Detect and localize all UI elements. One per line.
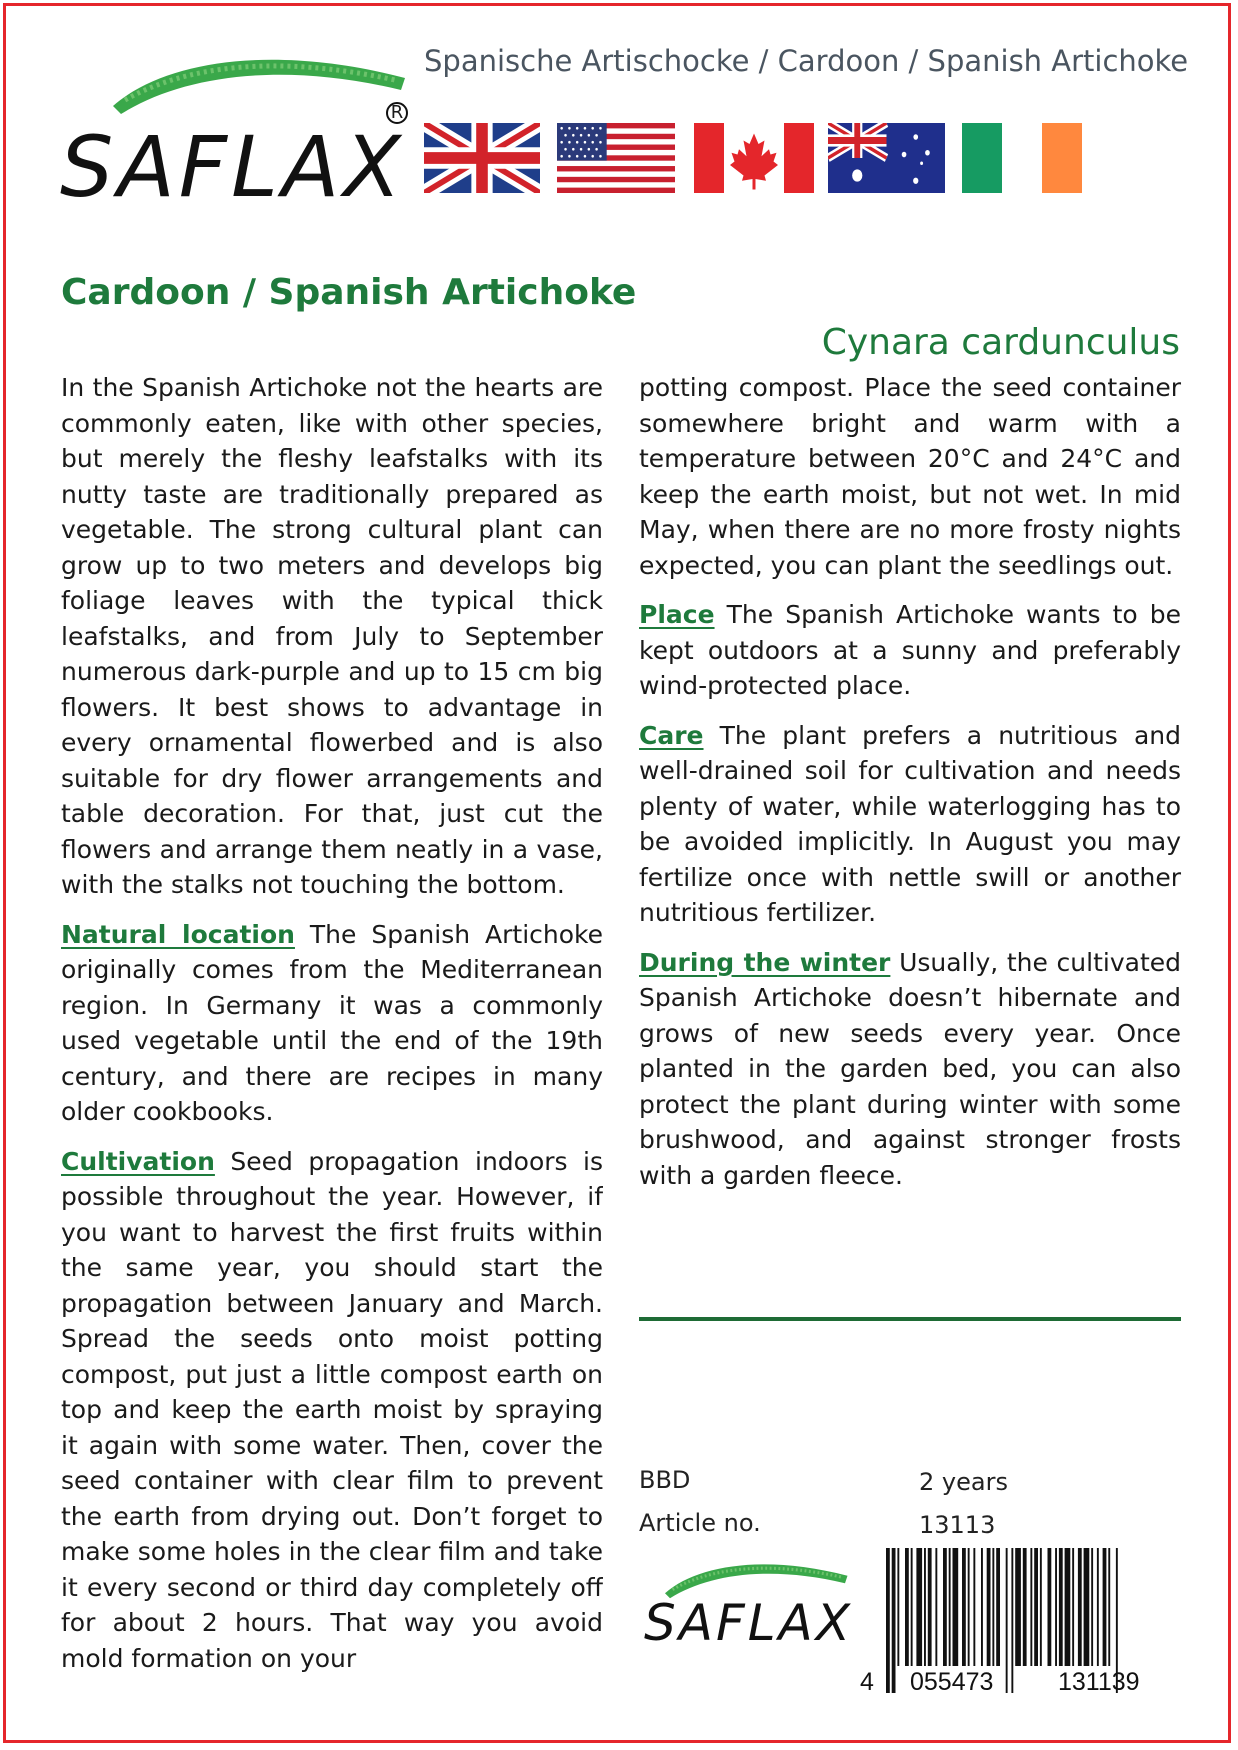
ireland-flag-icon [962, 123, 1082, 193]
barcode-bar [1097, 1548, 1099, 1666]
saflax-logo [60, 40, 420, 216]
page-title: Spanische Artischocke / Cardoon / Spanish Artichoke [424, 44, 1189, 78]
barcode-bar [1034, 1548, 1038, 1666]
barcode-bar [1065, 1548, 1071, 1666]
cultivation-continued: potting compost. Place the seed container somewhere bright and warm with a temperature between 20°C and 24°C and keep the earth moist, but not wet. In mid May, when there are no more frosty nights expected, you can plant the seedlings out. [639, 373, 1181, 580]
barcode-bar [1072, 1548, 1074, 1666]
cultivation-paragraph [61, 1144, 603, 1677]
barcode-bar [1091, 1548, 1093, 1666]
registered-mark: R [386, 102, 408, 124]
canada-flag-icon [694, 123, 814, 193]
winter-paragraph [639, 945, 1181, 1194]
intro-paragraph: In the Spanish Artichoke not the hearts are commonly eaten, like with other species, but merely the fleshy leafstalks with its nutty taste are traditionally prepared as vegetable. The strong cultural plant can grow up to two meters and develops big foliage leaves with the typical thick leafstalks, and from July to September numerous dark-purple and up to 15 cm big flowers. It best shows to advantage in every ornamental flowerbed and is also suitable for dry flower arrangements and table decoration. For that, just cut the flowers and arrange them neatly in a vase, with the stalks not touching the bottom. [61, 373, 603, 899]
barcode-bar [928, 1548, 932, 1666]
barcode-bar [1015, 1548, 1021, 1666]
barcode-bar [1006, 1548, 1008, 1693]
barcode-bar [949, 1548, 951, 1666]
barcode-bar [935, 1548, 937, 1666]
barcode-bar [953, 1548, 959, 1666]
bbd-value: 2 years [919, 1468, 1008, 1496]
barcode-digits-left: 055473 [910, 1668, 994, 1696]
footer-saflax-logo [640, 1552, 860, 1662]
barcode-bar [1103, 1548, 1107, 1666]
barcode-bar [1023, 1548, 1027, 1666]
barcode-bar [981, 1548, 983, 1666]
latin-name: Cynara cardunculus [821, 322, 1180, 363]
place-text: The Spanish Artichoke wants to be kept outdoors at a sunny and preferably wind-protected place. [639, 600, 1181, 700]
left-column [61, 370, 603, 1680]
barcode-bar [1084, 1548, 1090, 1666]
natural-location-text: The Spanish Artichoke originally comes from the Mediterranean region. In Germany it was a commonly used vegetable until the end of the 19th century, and there are recipes in many older cookbooks. [61, 919, 603, 1126]
us-flag-icon [557, 123, 675, 193]
barcode-bar [1011, 1548, 1013, 1693]
barcode-bar [886, 1548, 890, 1693]
barcode-bar [916, 1548, 922, 1666]
cultivation-title: Cultivation [61, 1146, 215, 1176]
barcode-bar [1078, 1548, 1082, 1666]
care-paragraph [639, 718, 1181, 931]
barcode-bar [924, 1548, 926, 1666]
barcode-bar [905, 1548, 909, 1666]
care-title: Care [639, 720, 704, 750]
article-value: 13113 [919, 1511, 996, 1539]
barcode-bar [892, 1548, 896, 1693]
right-column [639, 370, 1181, 1207]
place-paragraph [639, 597, 1181, 704]
barcode-bar [962, 1548, 966, 1666]
footer-logo-text: SAFLAX [644, 1594, 854, 1652]
barcode-bar [1108, 1548, 1110, 1666]
barcode-bar [1040, 1548, 1042, 1666]
barcode-bar [911, 1548, 913, 1666]
barcode-bar [1059, 1548, 1063, 1666]
natural-location-title: Natural location [61, 919, 295, 949]
barcode-bar [996, 1548, 1000, 1666]
natural-location-paragraph [61, 917, 603, 1130]
barcode-digit-prefix: 4 [860, 1668, 874, 1696]
barcode-bar [968, 1548, 970, 1666]
winter-text: Usually, the cultivated Spanish Artichoke doesn’t hibernate and grows of new seeds every year. Once planted in the garden bed, you can also protect the plant during winter with some brushwood, and against stronger frosts with a garden fleece. [639, 947, 1181, 1190]
barcode-bar [897, 1548, 899, 1666]
place-title: Place [639, 600, 715, 629]
barcode-bar [1030, 1548, 1032, 1666]
logo-swoosh-icon [105, 40, 425, 120]
barcode-bar [992, 1548, 994, 1666]
logo-text: SAFLAX [60, 118, 405, 216]
barcode-bar [1055, 1548, 1057, 1666]
winter-title: During the winter [639, 947, 891, 977]
product-heading: Cardoon / Spanish Artichoke [61, 272, 637, 313]
barcode-bar [943, 1548, 947, 1666]
article-label: Article no. [639, 1509, 761, 1537]
care-text: The plant prefers a nutritious and well-drained soil for cultivation and needs plenty of water, while waterlogging has to be avoided implicitly. In August you may fertilize once with nettle swill or another nutritious fertilizer. [639, 720, 1181, 927]
barcode-digits-right: 131139 [1058, 1668, 1140, 1696]
australia-flag-icon [828, 123, 945, 193]
cultivation-text: Seed propagation indoors is possible throughout the year. However, if you want to harvest the first fruits within the same year, you should start the propagation between January and March. Spread the seeds onto moist potting compost, put just a little compost earth on top and keep the earth moist by spraying it again with some water. Then, cover the seed container with clear film to prevent the earth from drying out. Don’t forget to make some holes in the clear film and take it every second or third day completely off for about 2 hours. That way you avoid mold formation on your [61, 1146, 603, 1673]
barcode-bar [1048, 1548, 1052, 1666]
section-divider [639, 1317, 1181, 1321]
uk-flag-icon [424, 123, 540, 193]
barcode-bar [987, 1548, 991, 1666]
barcode-bar [973, 1548, 975, 1666]
bbd-label: BBD [639, 1466, 691, 1494]
